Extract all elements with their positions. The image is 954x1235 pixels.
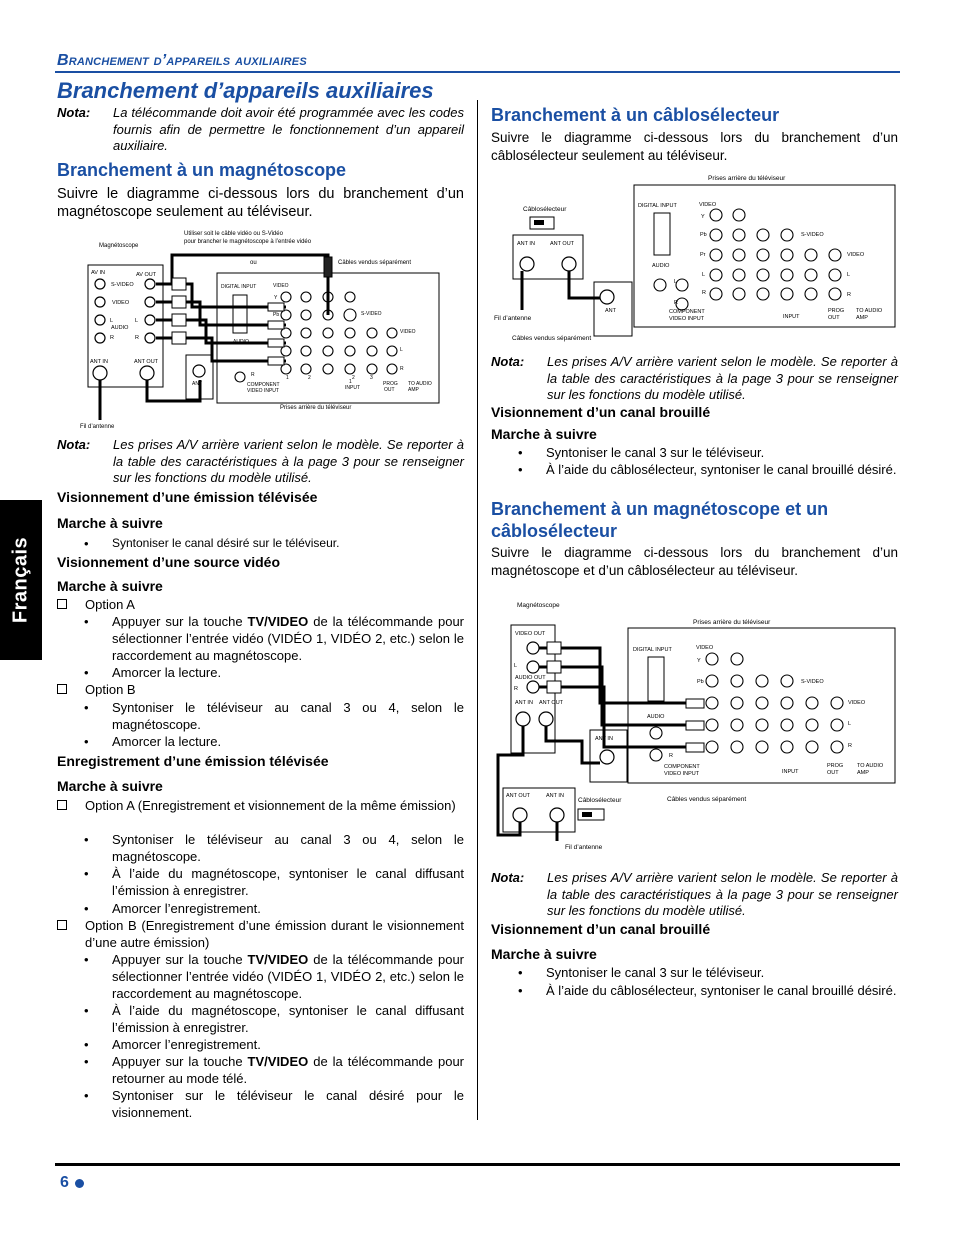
svg-text:Fil d’antenne: Fil d’antenne <box>565 844 603 851</box>
svg-text:Utiliser soit le câble vidéo o: Utiliser soit le câble vidéo ou S-Vidéo <box>184 231 283 237</box>
header-rule <box>55 71 900 73</box>
para-cable-box: Suivre le diagramme ci-dessous lors du branchement d’un câblosélecteur seulement au téléviseur. <box>491 130 898 163</box>
svg-text:ou: ou <box>250 260 257 266</box>
svg-text:VIDEO: VIDEO <box>699 202 717 208</box>
step-cable-2: • À l’aide du câblosélecteur, syntoniser le canal brouillé désiré. <box>518 462 897 477</box>
svg-text:AUDIO: AUDIO <box>652 263 670 269</box>
svg-text:ANT OUT: ANT OUT <box>506 793 531 799</box>
svg-text:1: 1 <box>349 379 352 385</box>
language-tab: Français <box>0 500 42 660</box>
svg-text:Prises arrière du téléviseur: Prises arrière du téléviseur <box>280 405 352 411</box>
svg-text:VIDEO: VIDEO <box>112 300 130 306</box>
svg-text:L: L <box>702 272 706 278</box>
heading-steps-4: Marche à suivre <box>491 426 597 442</box>
checkbox-icon <box>57 599 67 609</box>
rec-step-b-5: • Syntoniser sur le téléviseur le canal désiré pour le visionnement. <box>84 1088 464 1120</box>
svg-text:R: R <box>702 290 706 296</box>
svg-text:Fil d’antenne: Fil d’antenne <box>494 315 532 322</box>
svg-text:DIGITAL INPUT: DIGITAL INPUT <box>633 647 672 653</box>
svg-text:1: 1 <box>286 375 289 381</box>
svg-text:Y: Y <box>701 214 705 220</box>
rec-step-a-1: • Syntoniser le téléviseur au canal 3 ou 4, selon le magnétoscope. <box>84 832 464 864</box>
svg-text:VIDEO INPUT: VIDEO INPUT <box>664 771 700 777</box>
svg-text:L: L <box>135 318 139 324</box>
svg-text:Câbles vendus séparément: Câbles vendus séparément <box>338 260 412 266</box>
svg-text:R: R <box>848 743 852 749</box>
svg-text:R: R <box>674 300 678 306</box>
svg-text:AUDIO: AUDIO <box>647 714 665 720</box>
heading-steps-3: Marche à suivre <box>57 778 163 794</box>
svg-text:OUT: OUT <box>384 387 395 393</box>
svg-text:Câbles vendus séparément: Câbles vendus séparément <box>512 335 592 342</box>
svg-text:S-VIDEO: S-VIDEO <box>801 232 824 238</box>
svg-text:Magnétoscope: Magnétoscope <box>99 243 139 249</box>
svg-text:Câblosélecteur: Câblosélecteur <box>578 797 622 804</box>
step-both-1: • Syntoniser le canal 3 sur le téléviseur. <box>518 965 765 980</box>
svg-text:VIDEO: VIDEO <box>400 329 416 335</box>
svg-text:Prises arrière du téléviseur: Prises arrière du téléviseur <box>708 175 786 182</box>
nota-rear-jacks-3: Nota: Les prises A/V arrière varient selon le modèle. Se reporter à la table des caractéristiques à la page 3 pour se renseigner sur les fonctions du modèle utilisé. <box>491 870 898 918</box>
step-both-2: • À l’aide du câblosélecteur, syntoniser le canal brouillé désiré. <box>518 983 897 998</box>
nota-rear-jacks-1: Nota: Les prises A/V arrière varient selon le modèle. Se reporter à la table des caractéristiques à la page 3 pour se renseigner sur les fonctions du modèle utilisé. <box>57 437 464 485</box>
vcr-connection-diagram <box>80 225 445 435</box>
rec-step-b-2: • À l’aide du magnétoscope, syntoniser le canal diffusant l’émission à enregistrer. <box>84 1003 464 1035</box>
step-tv-1: • Syntoniser le canal désiré sur le téléviseur. <box>84 536 340 551</box>
heading-tv-viewing: Visionnement d’une émission télévisée <box>57 489 318 505</box>
svg-text:R: R <box>110 335 114 341</box>
svg-text:AUDIO OUT: AUDIO OUT <box>515 675 546 681</box>
heading-scrambled-1: Visionnement d’un canal brouillé <box>491 404 711 420</box>
para-vcr-and-cable: Suivre le diagramme ci-dessous lors du branchement d’un magnétoscope et d’un câblosélecteur au téléviseur. <box>491 545 898 578</box>
rec-step-b-4: • Appuyer sur la touche TV/VIDEO de la télécommande pour retourner au mode télé. <box>84 1054 465 1086</box>
svg-text:S-VIDEO: S-VIDEO <box>801 679 824 685</box>
svg-text:R: R <box>135 335 139 341</box>
svg-text:AMP: AMP <box>857 770 869 776</box>
nota-remote: Nota: La télécommande doit avoir été programmée avec les codes fournis afin de permettre le fonctionnement d’un appareil auxiliaire. <box>57 105 464 153</box>
column-divider <box>477 100 478 1120</box>
svg-text:AMP: AMP <box>408 387 419 393</box>
svg-text:VIDEO: VIDEO <box>847 252 865 258</box>
svg-text:AUDIO: AUDIO <box>233 339 249 345</box>
svg-text:TO AUDIO: TO AUDIO <box>856 308 883 314</box>
svg-text:Pb: Pb <box>697 679 704 685</box>
bullet-dot-icon <box>75 1179 84 1188</box>
svg-text:ANT IN: ANT IN <box>515 700 533 706</box>
svg-text:TO AUDIO: TO AUDIO <box>857 763 884 769</box>
vcr-cable-box-diagram <box>490 595 898 855</box>
nota-rear-jacks-2: Nota: Les prises A/V arrière varient selon le modèle. Se reporter à la table des caractéristiques à la page 3 pour se renseigner sur les fonctions du modèle utilisé. <box>491 354 898 402</box>
svg-text:Pb: Pb <box>700 232 707 238</box>
svg-text:R: R <box>251 372 255 378</box>
svg-text:R: R <box>514 686 518 692</box>
svg-text:pour brancher le magnétoscope: pour brancher le magnétoscope à l’entrée vidéo <box>184 239 312 245</box>
checkbox-icon <box>57 684 67 694</box>
heading-vcr: Branchement à un magnétoscope <box>57 160 347 180</box>
svg-text:ANT IN: ANT IN <box>595 736 613 742</box>
svg-text:DIGITAL INPUT: DIGITAL INPUT <box>638 203 677 209</box>
svg-text:L: L <box>674 279 678 285</box>
svg-text:2: 2 <box>352 375 355 381</box>
svg-text:VIDEO INPUT: VIDEO INPUT <box>247 388 279 394</box>
svg-text:VIDEO OUT: VIDEO OUT <box>515 631 546 637</box>
svg-text:R: R <box>847 292 851 298</box>
svg-text:TO AUDIO: TO AUDIO <box>408 381 432 387</box>
svg-text:R: R <box>669 753 673 759</box>
rec-step-b-3: • Amorcer l’enregistrement. <box>84 1037 261 1052</box>
svg-text:S-VIDEO: S-VIDEO <box>111 282 134 288</box>
svg-text:VIDEO INPUT: VIDEO INPUT <box>669 316 705 322</box>
svg-text:PROG: PROG <box>383 381 398 387</box>
svg-text:AUDIO: AUDIO <box>111 325 129 331</box>
svg-text:ANT: ANT <box>192 381 202 387</box>
svg-text:S-VIDEO: S-VIDEO <box>361 311 382 317</box>
step-b-2: • Amorcer la lecture. <box>84 734 222 749</box>
cable-box-diagram <box>492 170 898 348</box>
svg-text:ANT IN: ANT IN <box>517 241 535 247</box>
checkbox-icon <box>57 920 67 930</box>
step-a-2: • Amorcer la lecture. <box>84 665 222 680</box>
svg-text:L: L <box>848 721 852 727</box>
svg-text:COMPONENT: COMPONENT <box>664 764 700 770</box>
svg-text:INPUT: INPUT <box>783 314 800 320</box>
page-title: Branchement d’appareils auxiliaires <box>57 78 434 103</box>
svg-text:L: L <box>400 347 403 353</box>
svg-text:Y: Y <box>697 658 701 664</box>
svg-text:INPUT: INPUT <box>345 385 360 391</box>
step-cable-1: • Syntoniser le canal 3 sur le téléviseur. <box>518 445 765 460</box>
heading-steps-2: Marche à suivre <box>57 578 163 594</box>
svg-text:DIGITAL INPUT: DIGITAL INPUT <box>221 284 257 290</box>
svg-text:ANT OUT: ANT OUT <box>539 700 564 706</box>
step-a-1: • Appuyer sur la touche TV/VIDEO de la télécommande pour sélectionner l’entrée vidéo (VIDÉO 1, VIDÉO 2, etc.) selon le raccordement au magnétoscope. <box>84 614 465 663</box>
svg-text:VIDEO: VIDEO <box>696 645 714 651</box>
para-vcr: Suivre le diagramme ci-dessous lors du branchement d’un magnétoscope seulement au téléviseur. <box>57 186 464 220</box>
svg-text:Y: Y <box>274 295 278 301</box>
svg-text:L: L <box>110 318 114 324</box>
rec-option-b: Option B (Enregistrement d’une émission durant le visionnement d’une autre émission) <box>57 917 464 951</box>
svg-text:VIDEO: VIDEO <box>848 700 866 706</box>
running-head: Branchement d’appareils auxiliaires <box>57 52 307 69</box>
svg-text:Pb: Pb <box>273 312 280 318</box>
checkbox-icon <box>57 800 67 810</box>
rec-option-a: Option A (Enregistrement et visionnement de la même émission) <box>57 797 464 831</box>
svg-text:COMPONENT: COMPONENT <box>669 309 705 315</box>
heading-cable-box: Branchement à un câblosélecteur <box>491 105 780 125</box>
rec-step-b-1: • Appuyer sur la touche TV/VIDEO de la télécommande pour sélectionner l’entrée vidéo (VIDÉO 1, VIDÉO 2, etc.) selon le raccordement au magnétoscope. <box>84 952 465 1001</box>
heading-scrambled-2: Visionnement d’un canal brouillé <box>491 921 711 937</box>
svg-text:AMP: AMP <box>856 315 868 321</box>
rec-step-a-3: • Amorcer l’enregistrement. <box>84 901 261 916</box>
heading-vcr-and-cable: Branchement à un magnétoscope et un câblosélecteur <box>491 499 829 541</box>
svg-text:Magnétoscope: Magnétoscope <box>517 602 560 609</box>
heading-steps-5: Marche à suivre <box>491 946 597 962</box>
rec-step-a-2: • À l’aide du magnétoscope, syntoniser le canal diffusant l’émission à enregistrer. <box>84 866 464 898</box>
heading-steps-1: Marche à suivre <box>57 515 163 531</box>
svg-text:Pr: Pr <box>700 252 706 258</box>
page-number: 6 <box>60 1174 84 1192</box>
svg-text:ANT IN: ANT IN <box>546 793 564 799</box>
svg-text:PROG: PROG <box>827 763 844 769</box>
option-b: Option B <box>57 681 464 698</box>
heading-recording: Enregistrement d’une émission télévisée <box>57 753 329 769</box>
svg-text:AV IN: AV IN <box>91 270 105 276</box>
svg-text:COMPONENT: COMPONENT <box>247 382 280 388</box>
option-a: Option A <box>57 596 464 613</box>
svg-text:Câbles vendus séparément: Câbles vendus séparément <box>667 796 747 803</box>
svg-text:2: 2 <box>308 375 311 381</box>
svg-text:ANT: ANT <box>605 308 616 314</box>
step-b-1: • Syntoniser le téléviseur au canal 3 ou 4, selon le magnétoscope. <box>84 700 464 732</box>
svg-text:Prises arrière du téléviseur: Prises arrière du téléviseur <box>693 619 771 626</box>
svg-text:INPUT: INPUT <box>782 769 799 775</box>
svg-text:3: 3 <box>370 375 373 381</box>
svg-text:OUT: OUT <box>828 315 840 321</box>
svg-text:AV OUT: AV OUT <box>136 272 157 278</box>
footer-rule <box>55 1163 900 1166</box>
svg-text:L: L <box>847 272 851 278</box>
heading-video-source: Visionnement d’une source vidéo <box>57 554 281 570</box>
svg-text:L: L <box>514 663 518 669</box>
svg-text:PROG: PROG <box>828 308 845 314</box>
svg-text:ANT OUT: ANT OUT <box>550 241 575 247</box>
svg-text:Câblosélecteur: Câblosélecteur <box>523 206 567 213</box>
svg-text:R: R <box>400 366 404 372</box>
svg-text:OUT: OUT <box>827 770 839 776</box>
svg-text:ANT IN: ANT IN <box>90 359 108 365</box>
svg-text:Fil d’antenne: Fil d’antenne <box>80 424 115 430</box>
svg-text:ANT OUT: ANT OUT <box>134 359 159 365</box>
svg-text:VIDEO: VIDEO <box>273 283 289 289</box>
